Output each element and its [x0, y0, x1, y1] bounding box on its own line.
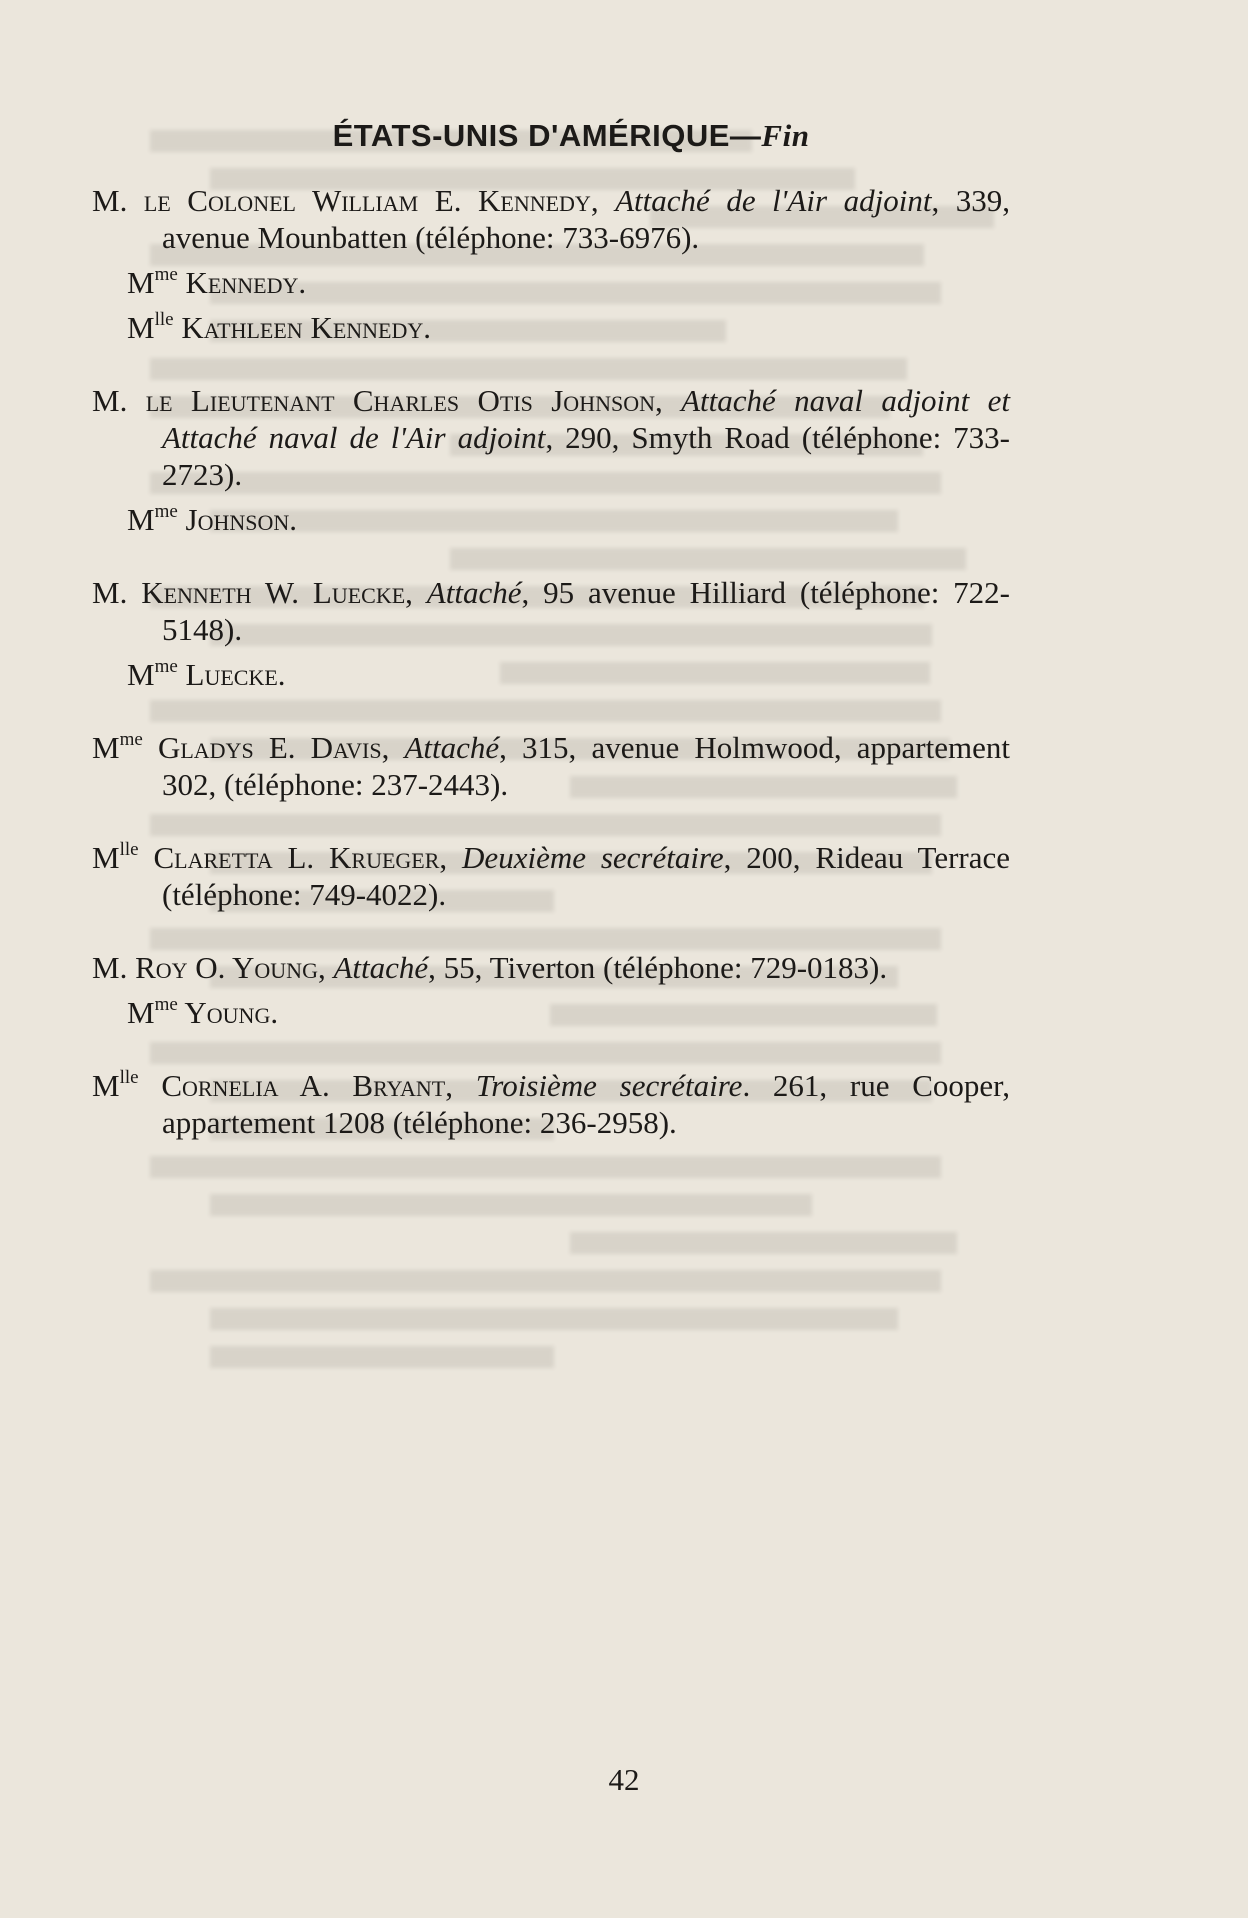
entry-name: Kenneth W. Luecke [141, 575, 406, 610]
sub-name: Kennedy. [177, 265, 307, 300]
sub-title-sup: me [154, 263, 178, 285]
page-number: 42 [608, 1762, 640, 1797]
entry-address: , 95 avenue Hilliard (téléphone: 722-5148). [162, 575, 1011, 647]
sub-name: Kathleen Kennedy. [173, 310, 432, 345]
entry-separator: , [439, 840, 463, 875]
entry-title: M. [92, 575, 142, 610]
entry-separator: , [381, 730, 405, 765]
sub-title: M [127, 995, 155, 1030]
daughter-line [92, 309, 1010, 346]
entry-separator: , [405, 575, 427, 610]
directory-entry [92, 839, 1010, 913]
entry-name: Claretta L. Krueger [138, 840, 440, 875]
entry-title: M. [92, 183, 144, 218]
directory-entry [92, 1067, 1010, 1141]
spouse-line [92, 994, 1010, 1031]
directory-entry [92, 949, 1010, 1031]
entry-address: , 55, Tiverton (téléphone: 729-0183). [428, 950, 888, 985]
directory-entry [92, 382, 1010, 538]
sub-title: M [127, 657, 155, 692]
entry-position: Attaché de l'Air adjoint [615, 183, 932, 218]
entry-address: , 315, avenue Holmwood, appartement 302, (téléphone: 237-2443). [162, 730, 1010, 802]
entry-separator: , [445, 1068, 476, 1103]
entry-position: Attaché naval adjoint et Attaché naval de l'Air adjoint [162, 383, 1010, 455]
entry-address: , 339, avenue Mounbatten (téléphone: 733-6976). [162, 183, 1010, 255]
entry-title: M [92, 1068, 120, 1103]
entry-position: Deuxième secrétaire [462, 840, 724, 875]
directory-entry [92, 182, 1010, 346]
entry-position: Attaché [333, 950, 429, 985]
sub-title: M [127, 265, 155, 300]
directory-page [92, 118, 1010, 1177]
sub-title-sup: me [154, 500, 178, 522]
entry-title: M [92, 840, 120, 875]
sub-name: Johnson. [177, 502, 298, 537]
directory-entry [92, 574, 1010, 693]
entry-position: Attaché [426, 575, 522, 610]
spouse-line [92, 656, 1010, 693]
entry-main-line [92, 182, 1010, 256]
entry-title-sup: lle [119, 838, 139, 860]
entry-name: le Lieutenant Charles Otis Johnson [145, 383, 655, 418]
entry-main-line [92, 949, 1010, 986]
entry-title-sup: me [119, 728, 143, 750]
entry-title: M [92, 730, 120, 765]
sub-title-sup: me [154, 655, 178, 677]
entry-separator: , [654, 383, 682, 418]
sub-title-sup: lle [154, 308, 174, 330]
entry-name: Gladys E. Davis [142, 730, 382, 765]
entry-position: Attaché [404, 730, 500, 765]
entry-name: Cornelia A. Bryant [138, 1068, 446, 1103]
spouse-line [92, 264, 1010, 301]
sub-title-sup: me [154, 993, 178, 1015]
entry-main-line [92, 839, 1010, 913]
entry-main-line [92, 1067, 1010, 1141]
sub-title: M [127, 310, 155, 345]
entry-main-line [92, 574, 1010, 648]
entry-name: Roy O. Young [135, 950, 318, 985]
entry-address: , 290, Smyth Road (téléphone: 733-2723). [162, 420, 1010, 492]
entry-position: Troisième secrétaire [475, 1068, 743, 1103]
sub-name: Young. [177, 995, 279, 1030]
directory-entry [92, 729, 1010, 803]
spouse-line [92, 501, 1010, 538]
entry-address: , 200, Rideau Terrace (téléphone: 749-4022). [162, 840, 1010, 912]
running-head [92, 118, 1010, 154]
running-head-title: ÉTATS-UNIS D'AMÉRIQUE— [332, 118, 762, 153]
entry-title: M. [92, 383, 146, 418]
entry-address: . 261, rue Cooper, appartement 1208 (téléphone: 236-2958). [162, 1068, 1011, 1140]
entry-main-line [92, 382, 1010, 493]
entry-separator: , [590, 183, 616, 218]
sub-title: M [127, 502, 155, 537]
entry-title-sup: lle [119, 1066, 139, 1088]
running-head-suffix: Fin [761, 118, 810, 153]
entry-name: le Colonel William E. Kennedy [143, 183, 591, 218]
entry-title: M. [92, 950, 136, 985]
entry-main-line [92, 729, 1010, 803]
sub-name: Luecke. [177, 657, 286, 692]
entry-separator: , [317, 950, 334, 985]
